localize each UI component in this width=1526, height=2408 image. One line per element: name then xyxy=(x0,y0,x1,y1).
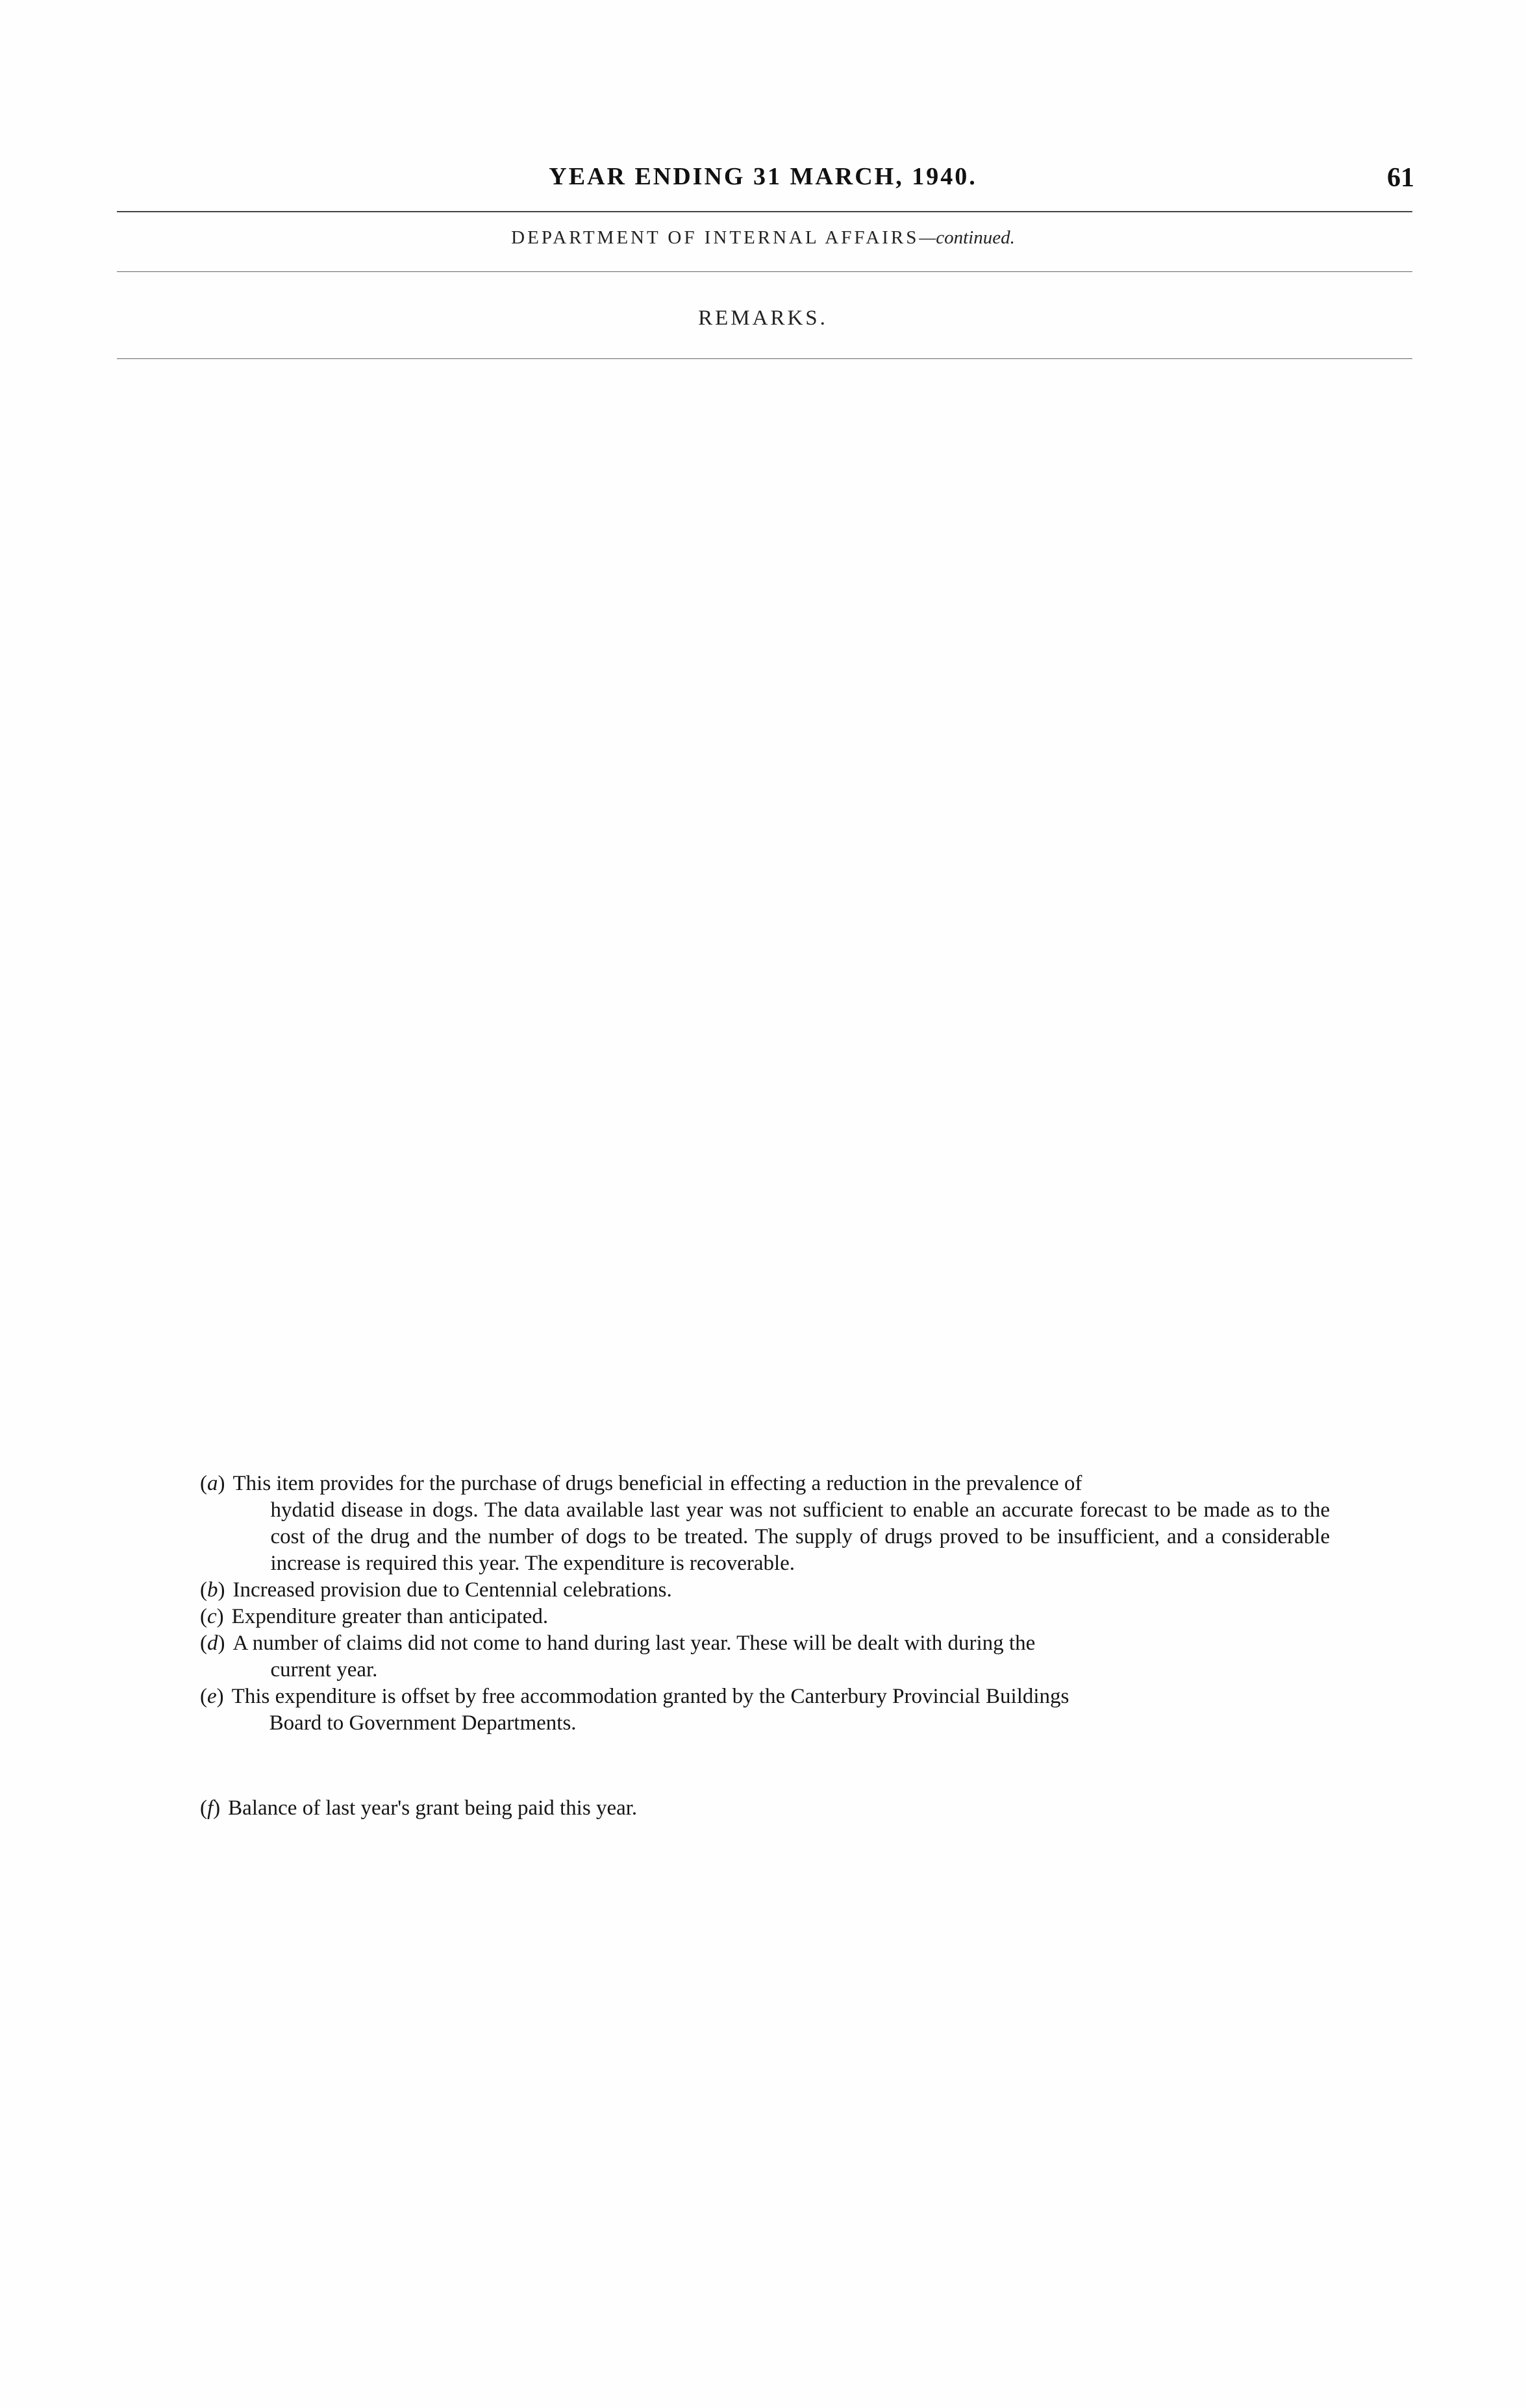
remark-first-line: Increased provision due to Centennial celebrations. xyxy=(232,1578,672,1602)
remark-first-line: This item provides for the purchase of drugs beneficial in effecting a reduction in the prevalence of xyxy=(232,1472,1082,1495)
running-title: YEAR ENDING 31 MARCH, 1940. xyxy=(549,163,977,190)
remark-first-line: A number of claims did not come to hand during last year. These will be dealt with during the xyxy=(232,1632,1036,1655)
section-heading: REMARKS. xyxy=(698,306,828,330)
remark-b xyxy=(200,1577,1330,1604)
remark-label: (b) xyxy=(200,1578,225,1602)
remark-f xyxy=(200,1795,1330,1822)
remark-label: (e) xyxy=(200,1685,224,1708)
remark-label: (d) xyxy=(200,1632,225,1655)
remark-continuation: current year. xyxy=(270,1658,378,1682)
remark-a xyxy=(200,1471,1330,1577)
remark-c xyxy=(200,1604,1330,1630)
remark-continuation: hydatid disease in dogs. The data available last year was not sufficient to enable an accurate forecast to be made as to the cost of the drug and the number of dogs to be treated. The supply of drugs proved to be insufficient, and a considerable increase is required this year. The expenditure is recoverable. xyxy=(270,1498,1330,1575)
section-rule xyxy=(117,358,1412,359)
remark-d xyxy=(200,1630,1330,1683)
remark-first-line: Balance of last year's grant being paid this year. xyxy=(228,1796,638,1820)
remarks-list xyxy=(200,1471,1330,1822)
department-name: DEPARTMENT OF INTERNAL AFFAIRS xyxy=(511,227,919,248)
department-heading xyxy=(0,227,1526,249)
department-continued: —continued. xyxy=(919,227,1015,248)
remark-label: (a) xyxy=(200,1472,225,1495)
remark-first-line: This expenditure is offset by free accommodation granted by the Canterbury Provincial Buildings xyxy=(231,1685,1069,1708)
remark-e xyxy=(200,1683,1330,1737)
remark-first-line: Expenditure greater than anticipated. xyxy=(231,1605,549,1628)
remark-label: (f) xyxy=(200,1796,221,1820)
page-number: 61 xyxy=(1387,163,1414,193)
remark-continuation: Board to Government Departments. xyxy=(269,1711,577,1735)
header-rule xyxy=(117,211,1412,212)
department-rule xyxy=(117,271,1412,272)
remark-label: (c) xyxy=(200,1605,224,1628)
